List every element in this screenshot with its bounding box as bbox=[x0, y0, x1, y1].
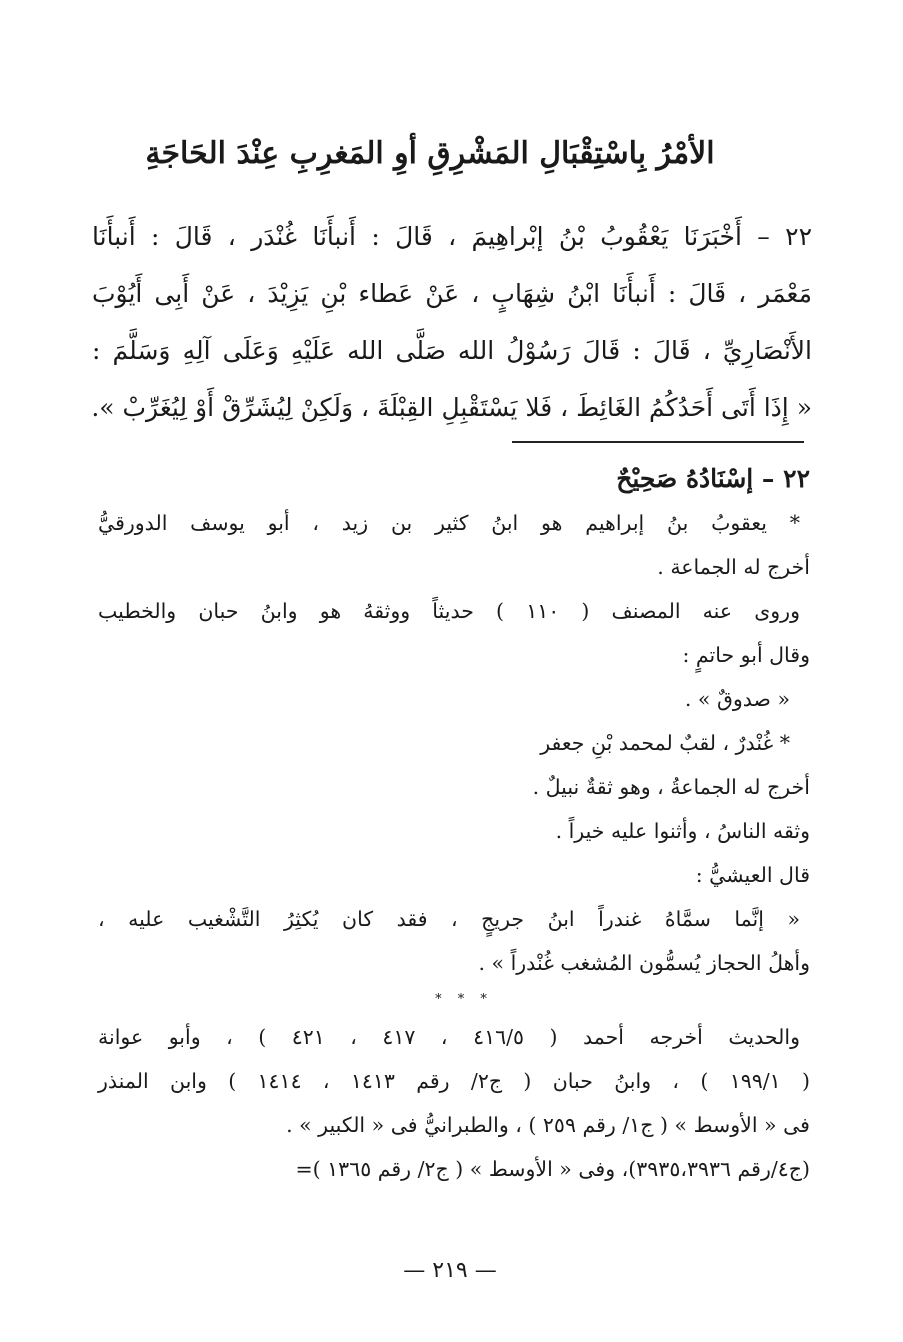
commentary-line: * يعقوبُ بنُ إبراهيم هو ابنُ كثير بن زيد ، أبو يوسف الدورقيُّ bbox=[98, 511, 800, 535]
hadith-line: ٢٢ – أَخْبَرَنَا يَعْقُوبُ بْنُ إبْراهِيمَ ، قَالَ : أَنبأَنَا غُنْدَر ، قَالَ : أَنبأَنَا bbox=[92, 222, 812, 251]
commentary-line: * غُنْدرٌ ، لقبٌ لمحمد بْنِ جعفر bbox=[540, 731, 790, 755]
commentary-line: « صدوقٌ » . bbox=[684, 687, 790, 711]
hadith-line: مَعْمَر ، قَالَ : أَنبأَنَا ابْنُ شِهَابٍ ، عَنْ عَطاء بْنِ يَزِيْدَ ، عَنْ أَبِى أَيُوْبَ bbox=[92, 279, 812, 308]
section-heading: ٢٢ – إسْنَادُهُ صَحِيْحٌ bbox=[616, 464, 810, 493]
commentary-line: أخرج له الجماعةُ ، وهو ثقةٌ نبيلٌ . bbox=[532, 775, 810, 799]
page-number: — ٢١٩ — bbox=[403, 1258, 497, 1283]
footnote-divider bbox=[512, 441, 804, 443]
commentary-line: وأهلُ الحجاز يُسمُّون المُشغب غُنْدراً » . bbox=[478, 951, 810, 975]
section-separator: * * * bbox=[435, 992, 493, 1007]
takhrij-line: فى « الأوسط » ( ج١/ رقم ٢٥٩ ) ، والطبرانيُّ فى « الكبير » . bbox=[286, 1113, 810, 1137]
commentary-line: وروى عنه المصنف ( ١١٠ ) حديثاً ووثقهُ هو وابنُ حبان والخطيب bbox=[98, 599, 800, 623]
hadith-line: « إِذَا أَتَى أَحَدُكُمُ الغَائِطَ ، فَلا يَسْتَقْبِلِ القِبْلَةَ ، وَلَكِنْ لِيُشَرِّقْ أَوْ لِيُغَرِّبْ ». bbox=[91, 393, 812, 422]
hadith-line: الأَنْصَارِيِّ ، قَالَ : قَالَ رَسُوْلُ الله صَلَّى الله عَلَيْهِ وَعَلَى آلِهِ وَسَلَّمَ : bbox=[92, 336, 812, 365]
commentary-line: وثقه الناسُ ، وأثنوا عليه خيراً . bbox=[555, 819, 810, 843]
commentary-line: أخرج له الجماعة . bbox=[657, 555, 810, 579]
commentary-line: قال العيشيُّ : bbox=[695, 863, 810, 887]
chapter-title: الأمْرُ بِاسْتِقْبَالِ المَشْرِقِ أوِ المَغرِبِ عِنْدَ الحَاجَةِ bbox=[145, 136, 715, 171]
commentary-section bbox=[98, 457, 810, 1191]
takhrij-line: والحديث أخرجه أحمد ( ٤١٦/٥ ، ٤١٧ ، ٤٢١ ) ، وأبو عوانة bbox=[98, 1025, 800, 1049]
commentary-line: « إنَّما سمَّاهُ غندراً ابنُ جريجٍ ، فقد كان يُكثِرُ التَّشْغيب عليه ، bbox=[98, 907, 800, 931]
commentary-line: وقال أبو حاتمٍ : bbox=[682, 643, 810, 667]
hadith-text bbox=[92, 208, 812, 436]
takhrij-line: ( ١٩٩/١ ) ، وابنُ حبان ( ج٢/ رقم ١٤١٣ ، ١٤١٤ ) وابن المنذر bbox=[98, 1069, 810, 1093]
takhrij-line: (ج٤/رقم ٣٩٣٥،٣٩٣٦)، وفى « الأوسط » ( ج٢/ رقم ١٣٦٥ )= bbox=[295, 1157, 810, 1181]
